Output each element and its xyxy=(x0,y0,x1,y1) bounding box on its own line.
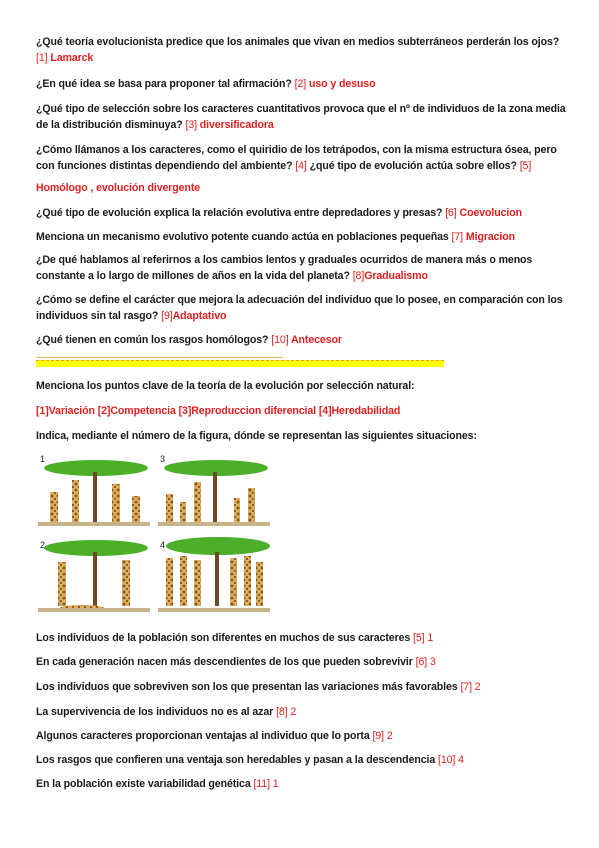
tree-trunk xyxy=(215,552,219,606)
giraffe xyxy=(58,562,66,606)
answer-text: Homólogo , evolución divergente xyxy=(36,182,201,194)
giraffe xyxy=(166,558,173,606)
question-text: ¿Cómo se define el carácter que mejora la adecuación del individuo que lo posee, en comparación con los individuos sin tal rasgo? xyxy=(36,294,563,322)
panel-1 xyxy=(38,454,150,526)
answer-text: 2 xyxy=(474,681,481,693)
question-10 xyxy=(36,332,566,348)
giraffe xyxy=(244,556,251,606)
answer-ref: [11] xyxy=(253,778,270,790)
answer-text: Lamarck xyxy=(50,52,94,64)
giraffe xyxy=(230,558,237,606)
giraffe xyxy=(180,502,186,522)
section2-prompt: Menciona los puntos clave de la teoría de la evolución por selección natural: xyxy=(36,380,415,392)
answer-text: Antecesor xyxy=(291,334,342,346)
panel-2 xyxy=(38,540,150,612)
situation-text: Los individuos de la población son diferentes en muchos de sus caracteres xyxy=(36,632,411,644)
answer-ref: [1] xyxy=(36,52,48,64)
question-text: ¿Qué tipo de selección sobre los caracteres cuantitativos provoca que el nº de individuos de la zona media de la distribución disminuya? xyxy=(36,103,566,131)
giraffe xyxy=(72,480,79,522)
answer-text: 4 xyxy=(458,754,464,766)
answer-text: Migracion xyxy=(465,231,516,243)
situation-item xyxy=(36,752,566,768)
giraffe xyxy=(132,496,140,522)
situation-text: Los individuos que sobreviven son los que presentan las variaciones más favorables xyxy=(36,681,458,693)
tree-trunk xyxy=(213,472,217,522)
giraffe xyxy=(122,560,130,606)
answer-ref: [2] xyxy=(294,78,307,90)
giraffe xyxy=(50,492,58,522)
situation-item xyxy=(36,728,566,744)
ground xyxy=(158,522,270,526)
situation-text: Los rasgos que confieren una ventaja son heredables y pasan a la descendencia xyxy=(36,754,436,766)
question-4-answer xyxy=(36,180,566,196)
answer-text: 1 xyxy=(272,778,279,790)
answer-ref: [6] xyxy=(445,207,457,219)
answer-text: Coevolucion xyxy=(459,207,523,219)
giraffe xyxy=(234,498,240,522)
panel-label: 2 xyxy=(40,540,46,550)
ground xyxy=(158,608,270,612)
situation-item xyxy=(36,630,566,646)
answer-ref: [5] xyxy=(519,160,532,172)
panel-label: 1 xyxy=(40,454,46,464)
giraffe xyxy=(256,562,263,606)
question-text: Menciona un mecanismo evolutivo potente cuando actúa en poblaciones pequeñas xyxy=(36,231,449,243)
question-text: ¿En qué idea se basa para proponer tal afirmación? xyxy=(36,78,292,90)
question-3 xyxy=(36,101,566,133)
answer-ref: [7] xyxy=(451,231,464,243)
question-7 xyxy=(36,229,566,245)
question-text: ¿Qué tienen en común los rasgos homólogos? xyxy=(36,334,269,346)
giraffe xyxy=(180,556,187,606)
answer-ref: [4] xyxy=(295,160,307,172)
question-text: ¿qué tipo de evolución actúa sobre ellos? xyxy=(309,160,517,172)
answer-text: Gradualismo xyxy=(364,270,428,282)
separator-dashes: ------------------------------------------------------------------------------------------------------- xyxy=(36,352,283,362)
answer-text: uso y desuso xyxy=(308,78,376,90)
question-1 xyxy=(36,34,566,66)
answer-ref: [9] xyxy=(372,730,384,742)
question-text: ¿Qué teoría evolucionista predice que los animales que vivan en medios subterráneos perderán los ojos? xyxy=(36,36,560,48)
giraffe xyxy=(248,488,255,522)
panel-label: 3 xyxy=(160,454,166,464)
answer-ref: [8] xyxy=(276,706,288,718)
giraffe xyxy=(194,560,201,606)
answer-ref: [6] xyxy=(415,656,428,668)
answer-text: 2 xyxy=(386,730,393,742)
giraffe xyxy=(166,494,173,522)
question-2 xyxy=(36,76,566,92)
situation-text: En cada generación nacen más descendientes de los que pueden sobrevivir xyxy=(36,656,413,668)
ground xyxy=(38,608,150,612)
situation-item xyxy=(36,679,566,695)
highlight-separator xyxy=(36,352,444,367)
answer-ref: [10] xyxy=(437,754,456,766)
question-text: ¿Cómo llámanos a los caracteres, como el quiridio de los tetrápodos, con la misma estructura ósea, pero con funciones distintas dependiendo del ambiente? xyxy=(36,144,557,172)
section2-keypoints: [1]Variación [2]Competencia [3]Reproduccion diferencial [4]Heredabilidad xyxy=(36,405,401,417)
answer-ref: [3] xyxy=(185,119,197,131)
question-4 xyxy=(36,142,566,174)
question-text: ¿De qué hablamos al referirnos a los cambios lentos y graduales ocurridos de manera más o menos constante a lo largo de millones de años en la vida del planeta? xyxy=(36,254,533,282)
panel-label: 4 xyxy=(160,540,166,550)
situation-text: En la población existe variabilidad genética xyxy=(36,778,251,790)
giraffe xyxy=(194,482,201,522)
tree-trunk xyxy=(93,552,97,606)
answer-text: 2 xyxy=(290,706,297,718)
ground xyxy=(38,522,150,526)
tree-trunk xyxy=(93,472,97,522)
giraffe xyxy=(112,484,120,522)
situation-text: Algunos caracteres proporcionan ventajas al individuo que lo porta xyxy=(36,730,370,742)
answer-ref: [7] xyxy=(460,681,472,693)
panel-3 xyxy=(158,454,270,526)
situation-item xyxy=(36,704,566,720)
figure-prompt: Indica, mediante el número de la figura, dónde se representan las siguientes situaciones: xyxy=(36,430,477,442)
answer-ref: [5] xyxy=(413,632,425,644)
answer-text: 3 xyxy=(429,656,436,668)
giraffe-figure xyxy=(38,452,270,616)
answer-text: 1 xyxy=(427,632,434,644)
question-9 xyxy=(36,292,566,324)
question-8 xyxy=(36,252,566,284)
answer-text: diversificadora xyxy=(199,119,274,131)
question-6 xyxy=(36,205,566,221)
situation-item xyxy=(36,654,566,670)
answer-ref: [10] xyxy=(271,334,289,346)
answer-ref: [8] xyxy=(352,270,365,282)
situation-text: La supervivencia de los individuos no es al azar xyxy=(36,706,274,718)
answer-ref: [9] xyxy=(161,310,173,322)
question-text: ¿Qué tipo de evolución explica la relación evolutiva entre depredadores y presas? xyxy=(36,207,443,219)
situation-item xyxy=(36,776,566,792)
answer-text: Adaptativo xyxy=(172,310,227,322)
panel-4 xyxy=(158,537,270,612)
